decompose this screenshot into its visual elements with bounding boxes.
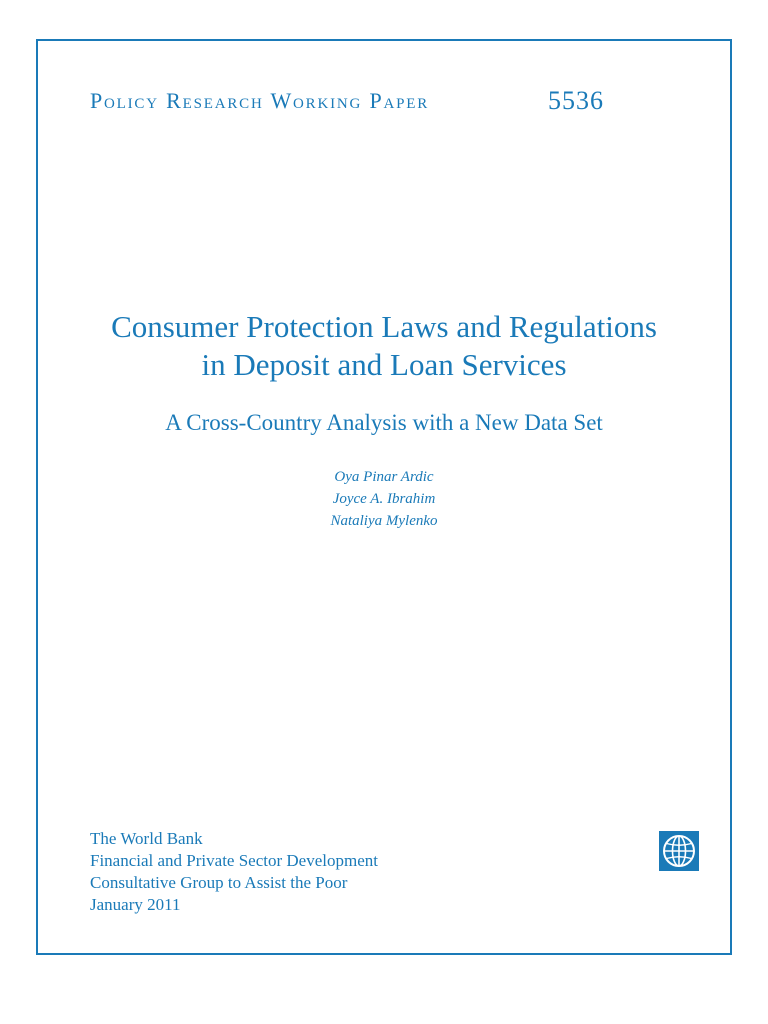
author-name: Nataliya Mylenko [330, 513, 438, 529]
paper-title-line-1: Consumer Protection Laws and Regulations [111, 309, 657, 344]
publication-date: January 2011 [90, 895, 181, 914]
paper-number: 5536 [548, 86, 604, 115]
author-name: Oya Pinar Ardic [334, 469, 434, 485]
department-name: Financial and Private Sector Development [90, 851, 378, 870]
organization-name: The World Bank [90, 829, 203, 848]
group-name: Consultative Group to Assist the Poor [90, 873, 348, 892]
author-name: Joyce A. Ibrahim [332, 491, 436, 507]
paper-subtitle: A Cross-Country Analysis with a New Data Set [165, 410, 603, 435]
series-label: Policy Research Working Paper [90, 88, 430, 113]
world-bank-globe-icon [659, 831, 699, 871]
organization-block [90, 828, 378, 916]
paper-title-line-2: in Deposit and Loan Services [201, 347, 567, 382]
author-list [40, 466, 728, 532]
